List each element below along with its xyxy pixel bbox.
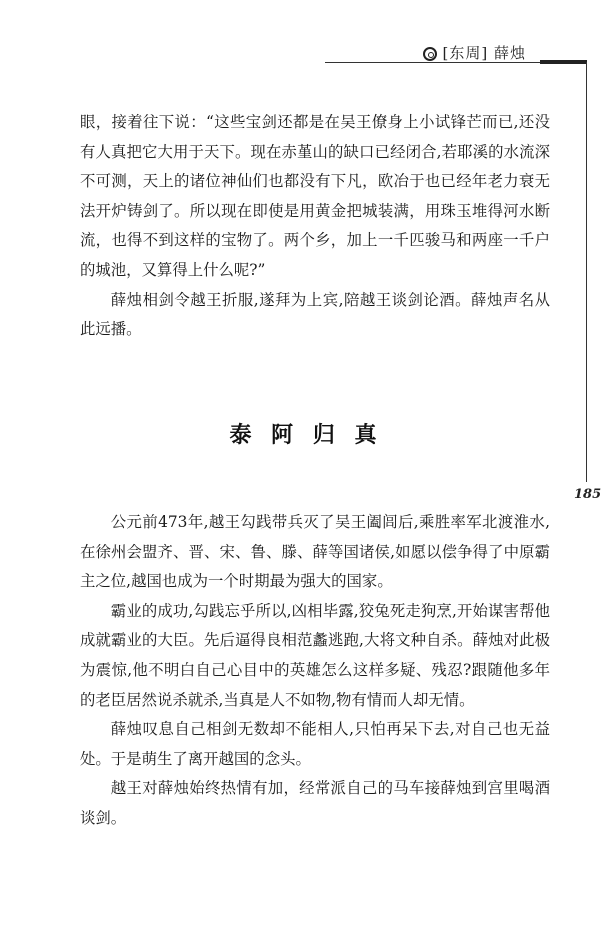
- header-rule-accent: [540, 60, 587, 64]
- text-block-bottom: [80, 508, 550, 834]
- bullseye-icon: [423, 47, 437, 61]
- header-title-wrap: [423, 42, 526, 63]
- text-block-top: [80, 108, 550, 345]
- page-number: 185: [574, 487, 602, 502]
- running-header: [0, 0, 612, 70]
- paragraph: 薛烛叹息自己相剑无数却不能相人,只怕再呆下去,对自己也无益处。于是萌生了离开越国的念头。: [80, 720, 550, 768]
- paragraph: 眼，接着往下说：“这些宝剑还都是在吴王僚身上小试锋芒而已,还没有人真把它大用于天下。现在赤堇山的缺口已经闭合,若耶溪的水流深不可测，天上的诸位神仙们也都没有下凡，欧冶于也已经年老力衰无法开炉铸剑了。所以现在即使是用黄金把城装满，用珠玉堆得河水断流，也得不到这样的宝物了。两个乡，加上一千匹骏马和两座一千户的城池，又算得上什么呢?”: [80, 113, 550, 279]
- header-title: [东周] 薛烛: [442, 44, 526, 62]
- paragraph: 薛烛相剑令越王折服,遂拜为上宾,陪越王谈剑论酒。薛烛声名从此远播。: [80, 290, 550, 339]
- paragraph: 霸业的成功,勾践忘乎所以,凶相毕露,狡兔死走狗烹,开始谋害帮他成就霸业的大臣。先后逼得良相范蠡逃跑,大将文种自杀。薛烛对此极为震惊,他不明白自己心目中的英雄怎么这样多疑、残忍?跟随他多年的老臣居然说杀就杀,当真是人不如物,物有情而人却无情。: [80, 601, 550, 709]
- section-title: 泰 阿 归 真: [229, 422, 383, 448]
- paragraph: 越王对薛烛始终热情有加，经常派自己的马车接薛烛到宫里喝酒谈剑。: [80, 779, 550, 827]
- paragraph: 公元前473年,越王勾践带兵灭了吴王阖闾后,乘胜率军北渡淮水,在徐州会盟齐、晋、宋、鲁、滕、薛等国诸侯,如愿以偿争得了中原霸主之位,越国也成为一个时期最为强大的国家。: [80, 513, 550, 591]
